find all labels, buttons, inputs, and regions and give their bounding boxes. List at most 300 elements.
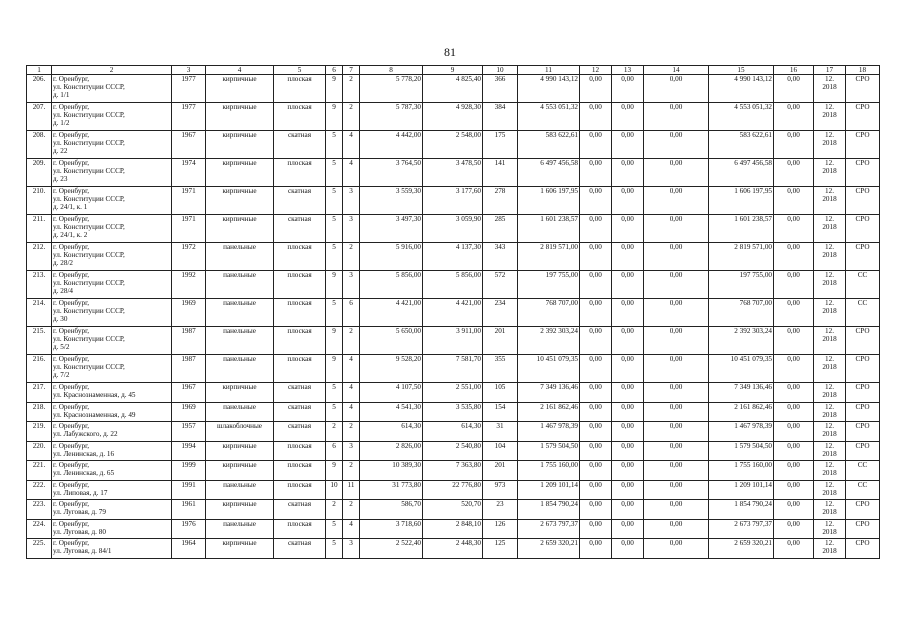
entrances-cell: 4: [343, 131, 360, 159]
roof-type-cell: плоская: [274, 355, 326, 383]
address-line: ул. Конституции СССР,: [53, 83, 125, 92]
cost-cell: 0,00: [612, 215, 644, 243]
roof-type-cell: плоская: [274, 103, 326, 131]
residents-cell: 384: [483, 103, 518, 131]
row-number: 208.: [27, 131, 52, 159]
cost-cell: 583 622,61: [709, 131, 774, 159]
entrances-cell: 3: [343, 271, 360, 299]
total-cost-cell: 1 606 197,95: [518, 187, 580, 215]
year-cell: 1974: [172, 159, 206, 187]
deadline-line: 2018: [822, 83, 837, 92]
floors-cell: 5: [326, 187, 343, 215]
total-area-cell: 5 916,00: [360, 243, 423, 271]
address-cell: [52, 75, 172, 103]
wall-material-cell: панельные: [206, 327, 274, 355]
floors-cell: 5: [326, 299, 343, 327]
fund-type-cell: СРО: [846, 243, 880, 271]
fund-type-cell: СС: [846, 271, 880, 299]
residents-cell: 201: [483, 327, 518, 355]
address-line: г. Оренбург,: [53, 461, 90, 469]
total-cost-cell: 2 659 320,21: [518, 539, 580, 559]
address-cell: [52, 461, 172, 481]
residents-cell: 355: [483, 355, 518, 383]
cost-cell: 0,00: [774, 75, 814, 103]
deadline-cell: [814, 159, 846, 187]
cost-cell: 0,00: [644, 187, 709, 215]
wall-material-cell: кирпичные: [206, 215, 274, 243]
cost-cell: 0,00: [580, 299, 612, 327]
cost-cell: 0,00: [774, 131, 814, 159]
address-line: г. Оренбург,: [53, 383, 90, 391]
wall-material-cell: кирпичные: [206, 383, 274, 403]
cost-cell: 0,00: [580, 159, 612, 187]
page-number: 81: [444, 45, 456, 59]
table-row: [27, 159, 880, 187]
fund-type-cell: СРО: [846, 500, 880, 520]
wall-material-cell: шлакоблочные: [206, 422, 274, 442]
total-cost-cell: 6 497 456,58: [518, 159, 580, 187]
address-cell: [52, 187, 172, 215]
floors-cell: 5: [326, 215, 343, 243]
row-number: 212.: [27, 243, 52, 271]
living-area-cell: 3 911,00: [423, 327, 483, 355]
total-area-cell: 3 497,30: [360, 215, 423, 243]
floors-cell: 2: [326, 422, 343, 442]
address-cell: [52, 480, 172, 500]
total-cost-cell: 2 161 862,46: [518, 402, 580, 422]
living-area-cell: 2 448,30: [423, 539, 483, 559]
residents-cell: 126: [483, 519, 518, 539]
entrances-cell: 3: [343, 441, 360, 461]
total-area-cell: 3 718,60: [360, 519, 423, 539]
deadline-cell: [814, 461, 846, 481]
cost-cell: 2 161 862,46: [709, 402, 774, 422]
total-area-cell: 3 764,50: [360, 159, 423, 187]
floors-cell: 5: [326, 243, 343, 271]
table-row: [27, 75, 880, 103]
total-area-cell: 9 528,20: [360, 355, 423, 383]
table-row: [27, 271, 880, 299]
address-cell: [52, 500, 172, 520]
deadline-cell: [814, 422, 846, 442]
roof-type-cell: плоская: [274, 441, 326, 461]
deadline-line: 12.: [825, 500, 834, 508]
deadline-line: 2018: [822, 449, 837, 458]
cost-cell: 0,00: [612, 271, 644, 299]
cost-cell: 0,00: [580, 480, 612, 500]
wall-material-cell: панельные: [206, 519, 274, 539]
cost-cell: 1 606 197,95: [709, 187, 774, 215]
address-line: д. 1/1: [53, 91, 70, 100]
address-line: ул. Конституции СССР,: [53, 195, 125, 204]
total-area-cell: 4 421,00: [360, 299, 423, 327]
roof-type-cell: скатная: [274, 383, 326, 403]
wall-material-cell: панельные: [206, 480, 274, 500]
cost-cell: 0,00: [612, 327, 644, 355]
address-line: ул. Ленинская, д. 16: [53, 449, 115, 458]
wall-material-cell: кирпичные: [206, 131, 274, 159]
residents-cell: 366: [483, 75, 518, 103]
table-row: [27, 441, 880, 461]
cost-cell: 0,00: [774, 187, 814, 215]
floors-cell: 5: [326, 539, 343, 559]
year-cell: 1964: [172, 539, 206, 559]
deadline-cell: [814, 103, 846, 131]
deadline-line: 2018: [822, 111, 837, 120]
cost-cell: 0,00: [774, 461, 814, 481]
year-cell: 1991: [172, 480, 206, 500]
residents-cell: 105: [483, 383, 518, 403]
living-area-cell: 614,30: [423, 422, 483, 442]
total-area-cell: 5 650,00: [360, 327, 423, 355]
fund-type-cell: СРО: [846, 441, 880, 461]
table-row: [27, 500, 880, 520]
address-cell: [52, 327, 172, 355]
cost-cell: 0,00: [580, 131, 612, 159]
table-row: [27, 519, 880, 539]
cost-cell: 0,00: [774, 383, 814, 403]
total-area-cell: 614,30: [360, 422, 423, 442]
roof-type-cell: плоская: [274, 299, 326, 327]
address-cell: [52, 441, 172, 461]
deadline-line: 2018: [822, 223, 837, 232]
address-cell: [52, 422, 172, 442]
floors-cell: 9: [326, 461, 343, 481]
cost-cell: 0,00: [580, 187, 612, 215]
residents-cell: 285: [483, 215, 518, 243]
cost-cell: 0,00: [774, 500, 814, 520]
entrances-cell: 3: [343, 539, 360, 559]
deadline-line: 12.: [825, 215, 834, 223]
table-row: [27, 461, 880, 481]
wall-material-cell: кирпичные: [206, 75, 274, 103]
row-number: 213.: [27, 271, 52, 299]
address-line: д. 22: [53, 147, 68, 156]
cost-cell: 7 349 136,46: [709, 383, 774, 403]
column-header: 5: [274, 66, 326, 75]
column-header: 4: [206, 66, 274, 75]
entrances-cell: 4: [343, 159, 360, 187]
row-number: 210.: [27, 187, 52, 215]
year-cell: 1969: [172, 402, 206, 422]
cost-cell: 6 497 456,58: [709, 159, 774, 187]
cost-cell: 0,00: [580, 103, 612, 131]
deadline-line: 2018: [822, 527, 837, 536]
address-cell: [52, 519, 172, 539]
deadline-cell: [814, 299, 846, 327]
fund-type-cell: СРО: [846, 422, 880, 442]
deadline-cell: [814, 75, 846, 103]
fund-type-cell: СРО: [846, 519, 880, 539]
roof-type-cell: плоская: [274, 480, 326, 500]
living-area-cell: 3 059,90: [423, 215, 483, 243]
year-cell: 1992: [172, 271, 206, 299]
living-area-cell: 2 540,80: [423, 441, 483, 461]
deadline-line: 12.: [825, 402, 834, 411]
roof-type-cell: скатная: [274, 215, 326, 243]
cost-cell: 0,00: [580, 215, 612, 243]
cost-cell: 0,00: [774, 519, 814, 539]
residents-cell: 141: [483, 159, 518, 187]
row-number: 215.: [27, 327, 52, 355]
cost-cell: 0,00: [612, 539, 644, 559]
total-cost-cell: 2 819 571,00: [518, 243, 580, 271]
cost-cell: 0,00: [644, 215, 709, 243]
entrances-cell: 4: [343, 519, 360, 539]
entrances-cell: 2: [343, 243, 360, 271]
floors-cell: 5: [326, 519, 343, 539]
deadline-line: 2018: [822, 391, 837, 400]
deadline-line: 2018: [822, 547, 837, 556]
cost-cell: 0,00: [644, 159, 709, 187]
cost-cell: 0,00: [612, 187, 644, 215]
floors-cell: 5: [326, 159, 343, 187]
column-header: 3: [172, 66, 206, 75]
living-area-cell: 7 581,70: [423, 355, 483, 383]
cost-cell: 0,00: [612, 75, 644, 103]
row-number: 214.: [27, 299, 52, 327]
cost-cell: 2 392 303,24: [709, 327, 774, 355]
total-cost-cell: 2 673 797,37: [518, 519, 580, 539]
deadline-line: 2018: [822, 307, 837, 316]
cost-cell: 0,00: [774, 480, 814, 500]
roof-type-cell: плоская: [274, 159, 326, 187]
cost-cell: 0,00: [612, 402, 644, 422]
total-area-cell: 10 389,30: [360, 461, 423, 481]
address-line: г. Оренбург,: [53, 519, 90, 528]
roof-type-cell: скатная: [274, 422, 326, 442]
address-line: д. 30: [53, 315, 68, 324]
cost-cell: 0,00: [644, 441, 709, 461]
row-number: 211.: [27, 215, 52, 243]
year-cell: 1971: [172, 215, 206, 243]
roof-type-cell: плоская: [274, 461, 326, 481]
address-line: г. Оренбург,: [53, 500, 90, 508]
roof-type-cell: скатная: [274, 539, 326, 559]
cost-cell: 0,00: [644, 299, 709, 327]
fund-type-cell: СС: [846, 299, 880, 327]
floors-cell: 5: [326, 383, 343, 403]
living-area-cell: 4 421,00: [423, 299, 483, 327]
entrances-cell: 6: [343, 299, 360, 327]
address-line: ул. Конституции СССР,: [53, 335, 125, 344]
address-line: ул. Луговая, д. 84/1: [53, 547, 112, 556]
cost-cell: 0,00: [644, 131, 709, 159]
deadline-cell: [814, 539, 846, 559]
cost-cell: 0,00: [774, 355, 814, 383]
year-cell: 1969: [172, 299, 206, 327]
deadline-line: 2018: [822, 279, 837, 288]
wall-material-cell: кирпичные: [206, 500, 274, 520]
address-cell: [52, 271, 172, 299]
address-line: д. 1/2: [53, 119, 70, 128]
residents-cell: 125: [483, 539, 518, 559]
row-number: 217.: [27, 383, 52, 403]
column-header: 12: [580, 66, 612, 75]
deadline-line: 12.: [825, 187, 834, 195]
deadline-line: 2018: [822, 508, 837, 517]
deadline-cell: [814, 383, 846, 403]
total-cost-cell: 7 349 136,46: [518, 383, 580, 403]
year-cell: 1967: [172, 383, 206, 403]
floors-cell: 9: [326, 103, 343, 131]
cost-cell: 0,00: [774, 539, 814, 559]
column-header: 18: [846, 66, 880, 75]
row-number: 222.: [27, 480, 52, 500]
table-row: [27, 539, 880, 559]
deadline-line: 12.: [825, 539, 834, 547]
cost-cell: 0,00: [612, 480, 644, 500]
deadline-line: 12.: [825, 422, 834, 430]
fund-type-cell: СРО: [846, 131, 880, 159]
cost-cell: 0,00: [612, 355, 644, 383]
cost-cell: 0,00: [644, 383, 709, 403]
deadline-line: 2018: [822, 335, 837, 344]
total-cost-cell: 1 467 978,39: [518, 422, 580, 442]
entrances-cell: 4: [343, 383, 360, 403]
address-line: ул. Краснознаменная, д. 45: [53, 391, 136, 400]
deadline-line: 2018: [822, 363, 837, 372]
cost-cell: 0,00: [612, 422, 644, 442]
deadline-line: 2018: [822, 139, 837, 148]
floors-cell: 9: [326, 327, 343, 355]
address-line: д. 23: [53, 175, 68, 184]
cost-cell: 0,00: [612, 519, 644, 539]
deadline-line: 12.: [825, 480, 834, 489]
living-area-cell: 3 535,80: [423, 402, 483, 422]
cost-cell: 1 579 504,50: [709, 441, 774, 461]
deadline-line: 12.: [825, 75, 834, 83]
living-area-cell: 520,70: [423, 500, 483, 520]
address-line: ул. Конституции СССР,: [53, 279, 125, 288]
cost-cell: 768 707,00: [709, 299, 774, 327]
cost-cell: 0,00: [612, 441, 644, 461]
wall-material-cell: кирпичные: [206, 159, 274, 187]
cost-cell: 0,00: [644, 402, 709, 422]
cost-cell: 0,00: [612, 500, 644, 520]
cost-cell: 0,00: [580, 441, 612, 461]
residents-cell: 31: [483, 422, 518, 442]
cost-cell: 0,00: [612, 131, 644, 159]
residents-cell: 278: [483, 187, 518, 215]
address-line: ул. Конституции СССР,: [53, 307, 125, 316]
floors-cell: 5: [326, 402, 343, 422]
entrances-cell: 11: [343, 480, 360, 500]
fund-type-cell: СРО: [846, 159, 880, 187]
column-header: 7: [343, 66, 360, 75]
living-area-cell: 22 776,80: [423, 480, 483, 500]
address-cell: [52, 103, 172, 131]
deadline-cell: [814, 327, 846, 355]
fund-type-cell: СРО: [846, 539, 880, 559]
address-line: ул. Конституции СССР,: [53, 251, 125, 260]
table-body: [27, 75, 880, 559]
address-line: ул. Луговая, д. 79: [53, 508, 106, 517]
column-header: 9: [423, 66, 483, 75]
living-area-cell: 4 825,40: [423, 75, 483, 103]
entrances-cell: 2: [343, 461, 360, 481]
cost-cell: 0,00: [774, 441, 814, 461]
year-cell: 1961: [172, 500, 206, 520]
residents-cell: 104: [483, 441, 518, 461]
living-area-cell: 5 856,00: [423, 271, 483, 299]
address-cell: [52, 243, 172, 271]
residents-cell: 343: [483, 243, 518, 271]
cost-cell: 0,00: [774, 299, 814, 327]
total-cost-cell: 2 392 303,24: [518, 327, 580, 355]
cost-cell: 0,00: [774, 402, 814, 422]
fund-type-cell: СРО: [846, 187, 880, 215]
total-cost-cell: 197 755,00: [518, 271, 580, 299]
address-line: г. Оренбург,: [53, 441, 90, 450]
cost-cell: 0,00: [580, 402, 612, 422]
wall-material-cell: панельные: [206, 243, 274, 271]
cost-cell: 0,00: [644, 480, 709, 500]
roof-type-cell: плоская: [274, 519, 326, 539]
column-header: 13: [612, 66, 644, 75]
address-cell: [52, 215, 172, 243]
total-area-cell: 3 559,30: [360, 187, 423, 215]
deadline-cell: [814, 480, 846, 500]
address-line: ул. Конституции СССР,: [53, 223, 125, 232]
residents-cell: 572: [483, 271, 518, 299]
column-header: 8: [360, 66, 423, 75]
wall-material-cell: панельные: [206, 271, 274, 299]
cost-cell: 0,00: [774, 243, 814, 271]
floors-cell: 9: [326, 355, 343, 383]
fund-type-cell: СС: [846, 480, 880, 500]
wall-material-cell: кирпичные: [206, 539, 274, 559]
total-area-cell: 4 107,50: [360, 383, 423, 403]
row-number: 225.: [27, 539, 52, 559]
deadline-line: 12.: [825, 355, 834, 363]
row-number: 221.: [27, 461, 52, 481]
total-area-cell: 586,70: [360, 500, 423, 520]
address-line: ул. Ленинская, д. 65: [53, 469, 115, 478]
year-cell: 1994: [172, 441, 206, 461]
deadline-line: 2018: [822, 488, 837, 497]
deadline-line: 12.: [825, 131, 834, 139]
residents-cell: 234: [483, 299, 518, 327]
cost-cell: 0,00: [774, 271, 814, 299]
year-cell: 1971: [172, 187, 206, 215]
address-line: г. Оренбург,: [53, 187, 90, 195]
wall-material-cell: кирпичные: [206, 187, 274, 215]
address-cell: [52, 539, 172, 559]
deadline-line: 12.: [825, 243, 834, 251]
column-header: 10: [483, 66, 518, 75]
cost-cell: 0,00: [644, 75, 709, 103]
deadline-cell: [814, 519, 846, 539]
living-area-cell: 4 137,30: [423, 243, 483, 271]
address-line: ул. Луговая, д. 80: [53, 527, 106, 536]
deadline-cell: [814, 131, 846, 159]
deadline-cell: [814, 441, 846, 461]
row-number: 206.: [27, 75, 52, 103]
address-line: г. Оренбург,: [53, 75, 90, 83]
housing-registry-table: [26, 65, 880, 559]
fund-type-cell: СРО: [846, 75, 880, 103]
cost-cell: 0,00: [644, 103, 709, 131]
cost-cell: 0,00: [580, 383, 612, 403]
floors-cell: 5: [326, 131, 343, 159]
deadline-line: 12.: [825, 519, 834, 528]
year-cell: 1977: [172, 103, 206, 131]
address-cell: [52, 299, 172, 327]
fund-type-cell: СРО: [846, 327, 880, 355]
cost-cell: 0,00: [612, 383, 644, 403]
total-cost-cell: 4 553 051,32: [518, 103, 580, 131]
